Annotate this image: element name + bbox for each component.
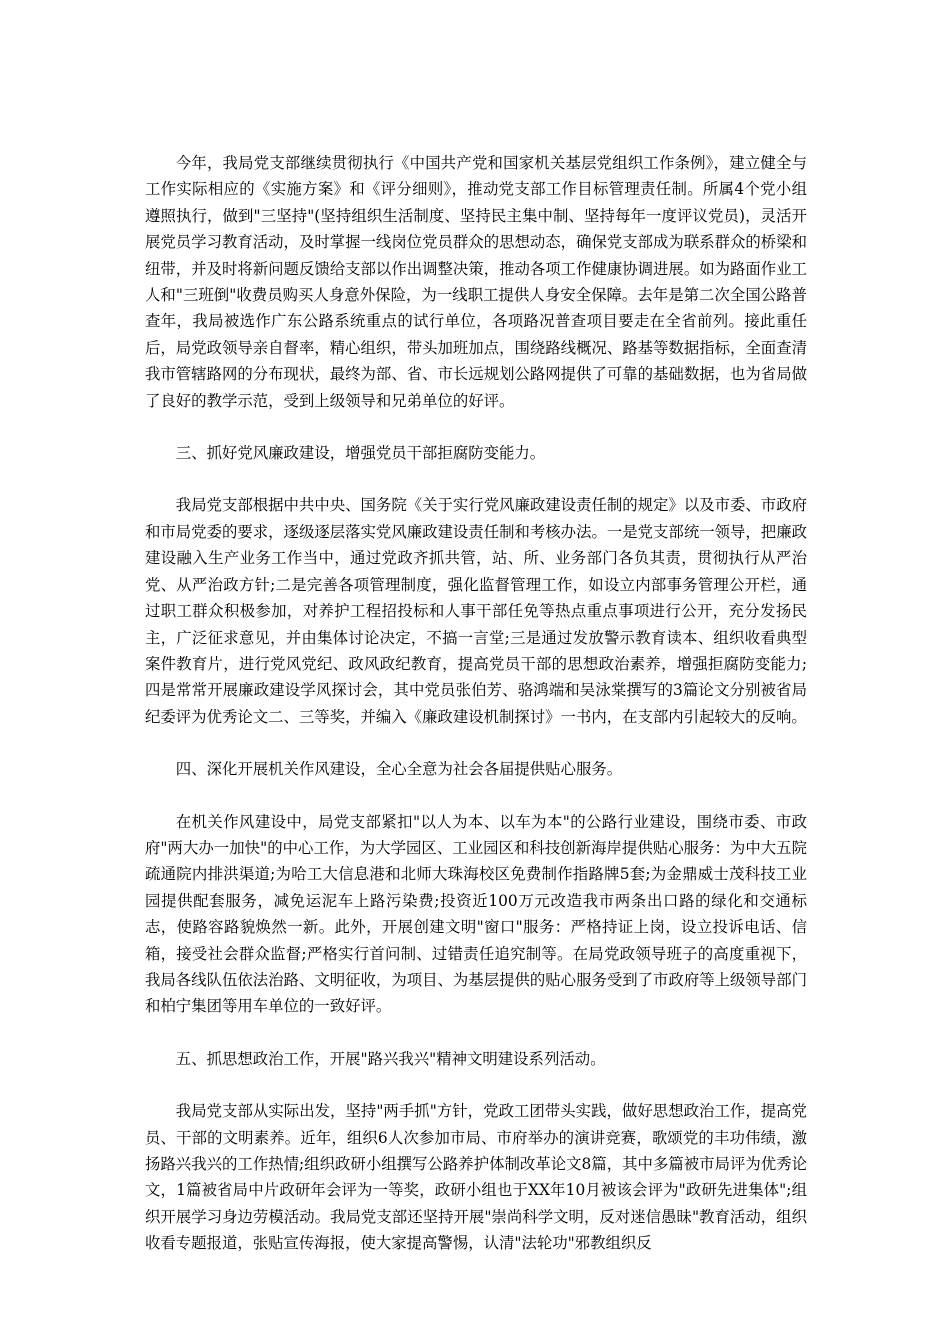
paragraph-gap <box>145 783 807 809</box>
section-heading-5: 五、抓思想政治工作，开展"路兴我兴"精神文明建设系列活动。 <box>175 1049 606 1068</box>
paragraph-gap <box>145 1020 807 1046</box>
section-heading-4: 四、深化开展机关作风建设，全心全意为社会各届提供贴心服务。 <box>175 760 623 779</box>
document-page <box>145 150 807 1257</box>
paragraph-gap <box>145 730 807 756</box>
section-heading-3: 三、抓好党风廉政建设，增强党员干部拒腐防变能力。 <box>175 444 546 463</box>
paragraph-work-style: 在机关作风建设中，局党支部紧扣"以人为本、以车为本"的公路行业建设，围绕市委、市政府"两大办一加快"的中心工作，为大学园区、工业园区和科技创新海岸提供贴心服务：为中大五院疏通院内排洪渠道;为哈工大信息港和北师大珠海校区免费制作指路牌5套;为金鼎威士茂科技工业园提供配套服务，减免运泥车上路污染费;投资近100万元改造我市两条出口路的绿化和交通标志，使路容路貌焕然一新。此外，开展创建文明"窗口"服务：严格持证上岗，设立投诉电话、信箱，接受社会群众监督;严格实行首问制、过错责任追究制等。在局党政领导班子的高度重视下，我局各线队伍依法治路、文明征收，为项目、为基层提供的贴心服务受到了市政府等上级领导部门和柏宁集团等用车单位的一致好评。 <box>145 812 807 1016</box>
paragraph-clean-governance: 我局党支部根据中共中央、国务院《关于实行党风廉政建设责任制的规定》以及市委、市政府和市局党委的要求，逐级逐层落实党风廉政建设责任制和考核办法。一是党支部统一领导，把廉政建设融入生产业务工作当中，通过党政齐抓共管，站、所、业务部门各负其责，贯彻执行从严治党、从严治政方针;二是完善各项管理制度，强化监督管理工作，如设立内部事务管理公开栏，通过职工群众积极参加，对养护工程招投标和人事干部任免等热点重点事项进行公开，充分发扬民主，广泛征求意见，并由集体讨论决定，不搞一言堂;三是通过发放警示教育读本、组织收看典型案件教育片，进行党风党纪、政风政纪教育，提高党员干部的思想政治素养，增强拒腐防变能力;四是常常开展廉政建设学风探讨会，其中党员张伯芳、骆鸿端和吴泳棠撰写的3篇论文分别被省局纪委评为优秀论文二、三等奖，并编入《廉政建设机制探讨》一书内，在支部内引起较大的反响。 <box>145 496 807 726</box>
paragraph-party-organization-work: 今年，我局党支部继续贯彻执行《中国共产党和国家机关基层党组织工作条例》，建立健全与工作实际相应的《实施方案》和《评分细则》，推动党支部工作目标管理责任制。所属4个党小组遵照执行，做到"三坚持"(坚持组织生活制度、坚持民主集中制、坚持每年一度评议党员)，灵活开展党员学习教育活动，及时掌握一线岗位党员群众的思想动态，确保党支部成为联系群众的桥梁和纽带，并及时将新问题反馈给支部以作出调整决策，推动各项工作健康协调进展。如为路面作业工人和"三班倒"收费员购买人身意外保险，为一线职工提供人身安全保障。去年是第二次全国公路普查年，我局被选作广东公路系统重点的试行单位，各项路况普查项目要走在全省前列。接此重任后，局党政领导亲自督率，精心组织，带头加班加点，围绕路线概况、路基等数据指标，全面查清我市管辖路网的分布现状，最终为部、省、市长远规划公路网提供了可靠的基础数据，也为省局做了良好的教学示范，受到上级领导和兄弟单位的好评。 <box>145 154 807 410</box>
paragraph-ideological-work: 我局党支部从实际出发，坚持"两手抓"方针，党政工团带头实践，做好思想政治工作，提高党员、干部的文明素养。近年，组织6人次参加市局、市府举办的演讲竞赛，歌颂党的丰功伟绩，激扬路兴我兴的工作热情;组织政研小组撰写公路养护体制改革论文8篇，其中多篇被市局评为优秀论文，1篇被省局中片政研年会评为一等奖，政研小组也于XX年10月被该会评为"政研先进集体";组织开展学习身边劳模活动。我局党支部还坚持开展"崇尚科学文明，反对迷信愚昧"教育活动，组织收看专题报道，张贴宣传海报，使大家提高警惕，认清"法轮功"邪教组织反 <box>145 1102 807 1253</box>
paragraph-gap <box>145 466 807 492</box>
paragraph-gap <box>145 1072 807 1098</box>
paragraph-gap <box>145 414 807 440</box>
